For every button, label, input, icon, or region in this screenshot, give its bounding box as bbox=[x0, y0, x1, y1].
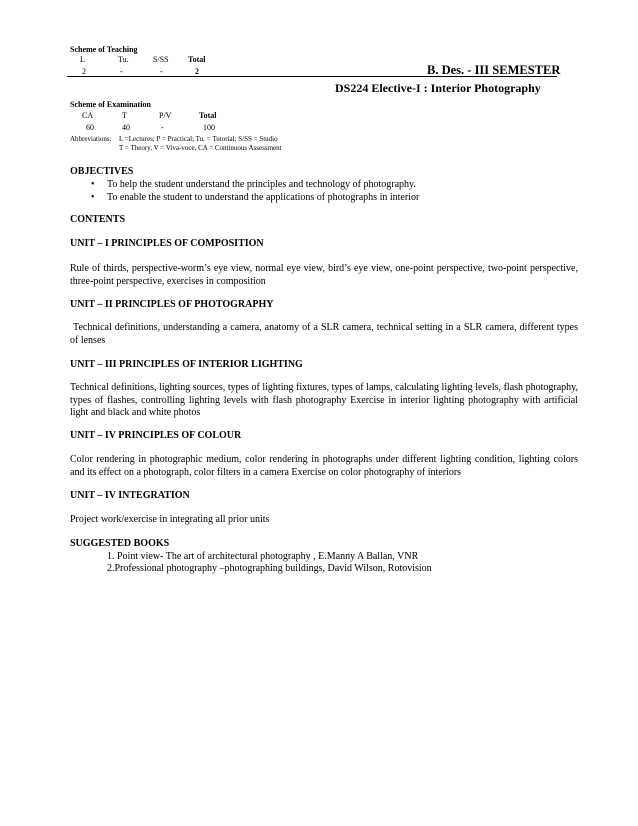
teaching-value-total: 2 bbox=[195, 67, 199, 76]
unit-text: Technical definitions, understanding a camera, anatomy of a SLR camera, technical setting in a SLR camera, different types of lenses bbox=[70, 322, 581, 346]
exam-value-total: 100 bbox=[203, 123, 215, 132]
exam-header-pv: P/V bbox=[159, 111, 172, 120]
unit-heading: UNIT – I PRINCIPLES OF COMPOSITION bbox=[70, 238, 264, 249]
teaching-header-tu: Tu. bbox=[118, 55, 129, 64]
objectives-heading: OBJECTIVES bbox=[70, 166, 134, 177]
teaching-value-sss: - bbox=[160, 67, 163, 76]
teaching-value-l: 2 bbox=[82, 67, 86, 76]
examination-title: Scheme of Examination bbox=[70, 100, 151, 109]
teaching-header-sss: S/SS bbox=[153, 55, 169, 64]
unit-heading: UNIT – IV INTEGRATION bbox=[70, 490, 190, 501]
bullet-icon: • bbox=[91, 192, 95, 203]
exam-header-t: T bbox=[122, 111, 127, 120]
exam-value-t: 40 bbox=[122, 123, 130, 132]
unit-heading: UNIT – III PRINCIPLES OF INTERIOR LIGHTING bbox=[70, 359, 303, 370]
book-item: 1. Point view- The art of architectural photography , E.Manny A Ballan, VNR bbox=[107, 551, 419, 562]
exam-value-ca: 60 bbox=[86, 123, 94, 132]
books-heading: SUGGESTED BOOKS bbox=[70, 538, 170, 549]
objective-text: To help the student understand the principles and technology of photography. bbox=[107, 179, 416, 190]
exam-value-pv: - bbox=[161, 123, 164, 132]
exam-header-total: Total bbox=[199, 111, 217, 120]
bullet-icon: • bbox=[91, 179, 95, 190]
abbreviations-line-1: L =Lectures; P = Practical; Tu. = Tutorial; S/SS = Studio bbox=[119, 135, 278, 143]
teaching-title: Scheme of Teaching bbox=[70, 45, 138, 54]
abbreviations-label: Abbreviations: bbox=[70, 135, 112, 143]
unit-text: Color rendering in photographic medium, color rendering in photographs under different lighting condition, lighting colors and its effect on a photograph, color filters in a camera Exercise on color photography of interiors bbox=[70, 454, 578, 478]
objective-item bbox=[91, 179, 416, 190]
unit-text: Technical definitions, lighting sources, types of lighting fixtures, types of lamps, calculating lighting levels, flash photography, types of flashes, controlling lighting levels with flash photography Exercise in interior lighting photography with artificial light and black and white photos bbox=[70, 382, 578, 419]
teaching-header-total: Total bbox=[188, 55, 206, 64]
abbreviations-line-2: T = Theory, V = Viva-voce, CA = Continuous Assessment bbox=[119, 144, 282, 152]
objective-item bbox=[91, 192, 419, 203]
course-title: DS224 Elective-I : Interior Photography bbox=[335, 81, 541, 95]
unit-text: Rule of thirds, perspective-worm’s eye view, normal eye view, bird’s eye view, one-point perspective, two-point perspective, three-point perspective, exercises in composition bbox=[70, 263, 578, 287]
teaching-header-l: L bbox=[80, 55, 85, 64]
unit-text: Project work/exercise in integrating all prior units bbox=[70, 514, 270, 525]
teaching-value-tu: - bbox=[120, 67, 123, 76]
objective-text: To enable the student to understand the applications of photographs in interior bbox=[107, 192, 420, 203]
unit-heading: UNIT – IV PRINCIPLES OF COLOUR bbox=[70, 430, 242, 441]
header-rule bbox=[67, 76, 557, 77]
unit-heading: UNIT – II PRINCIPLES OF PHOTOGRAPHY bbox=[70, 299, 274, 310]
contents-heading: CONTENTS bbox=[70, 214, 126, 225]
semester-title: B. Des. - III SEMESTER bbox=[427, 63, 561, 77]
exam-header-ca: CA bbox=[82, 111, 94, 120]
book-item: 2.Professional photography –photographing buildings, David Wilson, Rotovision bbox=[107, 563, 432, 574]
